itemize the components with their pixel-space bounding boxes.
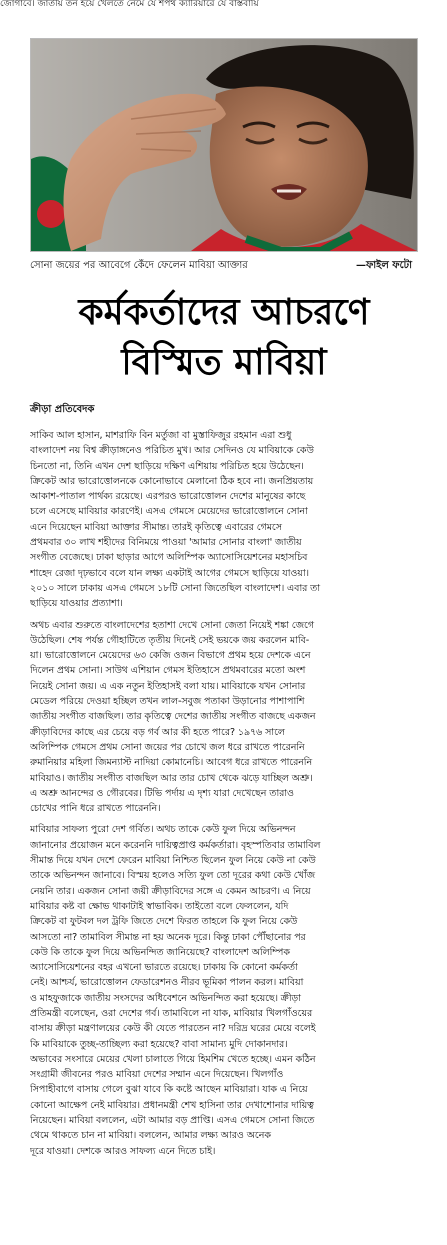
article-line: প্রথমবার ৩০ লাখ শহীদের বিনিময়ে পাওয়া 'আমার সোনার বাংলা' জাতীয় (30, 537, 302, 549)
byline: ক্রীড়া প্রতিবেদক (30, 404, 95, 415)
news-photo (30, 38, 418, 252)
article-body (30, 428, 416, 1240)
article-line: শাহেদ রেজা দৃঢ়ভাবে বলে যান লক্ষ্য একটাই আগের গেমসে ছাড়িয়ে যাওয়া। (30, 567, 309, 579)
article-line: কোনো আক্ষেপ নেই মাবিয়ার। প্রধানমন্ত্রী শেখ হাসিনা তার দেখাশোনার দায়িত্ব (30, 1099, 314, 1111)
article-line: ২০১০ সালে ঢাকায় এসএ গেমসে ১৮টি সোনা জিতেছিল বাংলাদেশ। এবার তা (30, 582, 320, 594)
article-line: দিলেন প্রথম সোনা। সাউথ এশিয়ান গেমস ইতিহাসে প্রথমবারের মতো অংশ (30, 665, 306, 677)
article-line: জানানোর প্রয়োজন মনে করেননি দায়িত্বপ্রাপ্ত কর্মকর্তারা। বৃহস্পতিবার তামাবিল (30, 839, 321, 851)
article-line: সাকিব আল হাসান, মাশরাফি বিন মর্তুজা বা মুস্তাফিজুর রহমান এরা শুধু (30, 430, 292, 441)
article-line: আসতো না? তামাবিল সীমান্ত না হয় অনেক দূরে। কিন্তু ঢাকা পৌঁছানোর পর (30, 931, 306, 943)
photo-caption (30, 258, 416, 274)
article-line: কি মাবিয়াকে তুচ্ছ-তাচ্ছিল্য করা হয়েছে? বাবা সামান্য মুদি দোকানদার। (30, 1038, 288, 1050)
article-line: মাবিয়ার কষ্ট বা ক্ষোভ থাকাটাই স্বাভাবিক। তাইতো বলে ফেললেন, যদি (30, 900, 289, 912)
article-line: নেই। আশ্চর্য, ভারোত্তোলন ফেডারেশনও নীরব ভূমিকা পালন করল। মাবিয়া (30, 977, 304, 989)
article-line: মেডেল পরিয়ে দেওয়া হচ্ছিল তখন লাল-সবুজ পতাকা উড়ানোর পাশাপাশি (30, 696, 305, 708)
article-line: অথচ এবার শুরুতে বাংলাদেশের হতাশা দেখে সোনা জেতা নিয়েই শঙ্কা জেগে (30, 619, 315, 631)
article-line: অলিম্পিক গেমসে প্রথম সোনা জয়ের পর চোখে জল ধরে রাখতে পারেননি (30, 741, 305, 753)
article-line: তাকে অভিনন্দন জানাবে। বিস্ময় হলেও সত্যি ফুল তো দূরের কথা কেউ খোঁজ (30, 870, 316, 882)
article-line: ক্রিকেট বা ফুটবল দল ট্রফি জিতে দেশে ফিরত তাহলে কি ফুল নিয়ে কেউ (30, 916, 298, 928)
article-line: অ্যাসোসিয়েশনের বহর এখনো ভারতে রয়েছে। ঢাকায় কি কোনো কর্মকর্তা (30, 962, 298, 974)
previous-article-tail: জোগাবে। জাতীয় তন হয়ে খেলতে নেমে যে শপথ ক্যারিয়ারে যে বাস্তবায়ি (0, 0, 259, 9)
headline-line-2: বিস্মিত মাবিয়া (121, 342, 327, 383)
article-line: মাবিয়ার সাফল্য পুরো দেশ গর্বিত। অথচ তাকে কেউ ফুল দিয়ে অভিনন্দন (30, 824, 296, 836)
article-line: নিয়েছেন। মাবিয়া বললেন, এটা আমার বড় প্রাপ্তি। এসএ গেমসে সোনা জিতে (30, 1115, 315, 1127)
article-line: ক্রীড়াবিদের কাছে এর চেয়ে বড় গর্ব আর কী হতে পারে? ১৯৭৬ সালে (30, 726, 285, 738)
article-line: ক্রিকেট আর ভারোত্তোলনকে কোনোভাবে মেলানো ঠিক হবে না। জনপ্রিয়তায় (30, 475, 314, 487)
headline-line-1: কর্মকর্তাদের আচরণে (78, 292, 370, 333)
article-line: কেউ কি তাকে ফুল দিয়ে অভিনন্দিত জানিয়েছে? বাংলাদেশ অলিম্পিক (30, 946, 290, 958)
article-line: নিয়েই সোনা জয়। এ এক নতুন ইতিহাসই বলা যায়। মাবিয়াকে যখন সোনার (30, 680, 306, 692)
article-line: উঠেছিল। শেষ পর্যন্ত গৌহাটিতে তৃতীয় দিনেই সেই ভয়কে জয় করলেন মাবি- (30, 634, 310, 646)
article-line: চোখের পানি ধরে রাখতে পারেননি। (30, 803, 161, 815)
article-headline (14, 288, 434, 398)
photo-credit: —ফাইল ফটো (355, 260, 412, 271)
article-line: চলে এসেছে মাবিয়ার কারণেই। এসএ গেমসে মেয়েদের ভারোত্তোলনে সোনা (30, 506, 308, 518)
article-line: দূরে যাওয়া। দেশকে আরও সাফল্য এনে দিতে চাই। (30, 1145, 216, 1157)
article-line: নেয়নি তার। একজন সোনা জয়ী ক্রীড়াবিদের সঙ্গে এ কেমন আচরণ। এ নিয়ে (30, 885, 311, 897)
article-line: জাতীয় সংগীত বাজছিল। তার কৃতিত্বে দেশের জাতীয় সংগীত বাজছে একজন (30, 711, 316, 723)
article-line: সংগীত বেজেছে। ঢাকা ছাড়ার আগে অলিম্পিক অ্যাসোসিয়েশনের মহাসচিব (30, 552, 308, 564)
article-line: ও মাহফুজাকে জাতীয় সংসদের অধিবেশনে অভিনন্দিত করা হয়েছে। ক্রীড়া (30, 992, 301, 1004)
article-line: চিনতো না, তিনি এখন দেশ ছাড়িয়ে দক্ষিণ এশিয়ায় পরিচিত হয়ে উঠেছেন। (30, 460, 304, 472)
article-line: সীমান্ত দিয়ে যখন দেশে ফেরেন মাবিয়া নিশ্চিত ছিলেন ফুল নিয়ে কেউ না কেউ (30, 855, 316, 867)
article-line: ছাড়িয়ে যাওয়ার প্রত্যাশা। (30, 598, 123, 610)
article-line: সংগ্রামী জীবনের পরও মাবিয়া দেশের সম্মান এনে দিয়েছেন। খিলগাঁও (30, 1069, 284, 1081)
article-line: থেমে থাকতে চান না মাবিয়া। বললেন, আমার লক্ষ্য আরও অনেক (30, 1130, 271, 1142)
article-line: এনে দিয়েছেন মাবিয়া আক্তার সীমান্ত। তারই কৃতিত্বে এবারের গেমসে (30, 521, 282, 533)
article-line: প্রতিমন্ত্রী বলেছেন, ওরা দেশের গর্ব। তামাবিলে না যাক, মাবিয়ার খিলগাঁওয়ের (30, 1007, 313, 1019)
article-line: মাবিয়াও। জাতীয় সংগীত বাজছিল আর তার চোখ থেকে ঝড়ে যাচ্ছিল অশ্রু। (30, 772, 313, 784)
article-line: বাসায় ক্রীড়া মন্ত্রণালয়ের কেউ কী যেতে পারতেন না? দরিদ্র ঘরের মেয়ে বলেই (30, 1023, 316, 1035)
article-line: সিপাহীবাগে বাসায় গেলে বুঝা যাবে কি কষ্টে আছেন মাবিয়ারা। যাক এ নিয়ে (30, 1084, 308, 1096)
article-line: য়া। ভারোত্তোলনে মেয়েদের ৬৩ কেজি ওজন বিভাগে প্রথম হয়ে দেশকে এনে (30, 650, 311, 662)
caption-text: সোনা জয়ের পর আবেগে কেঁদে ফেলেন মাবিয়া আক্তার (30, 260, 248, 271)
article-line: বাংলাদেশ নয় বিশ্ব ক্রীড়াঙ্গনেও পরিচিত মুখ। আর সেদিনও যে মাবিয়াকে কেউ (30, 445, 314, 457)
article-line: আকাশ-পাতাল পার্থক্য রয়েছে। এরপরও ভারোত্তোলন দেশের মানুষের কাছে (30, 491, 306, 503)
article-line: এ অশ্রু আনন্দের ও গৌরবের। টিভি পর্দায় এ দৃশ্য যারা দেখেছেন তারাও (30, 787, 294, 799)
article-line: অভাবের সংসারে মেয়ের খেলা চালাতে গিয়ে হিমশিম খেতে হচ্ছে। এমন কঠিন (30, 1053, 316, 1065)
article-line: রুমানিয়ার মহিলা জিমন্যাস্ট নাদিয়া কোমানেচি। আবেগ ধরে রাখতে পারেননি (30, 757, 313, 769)
